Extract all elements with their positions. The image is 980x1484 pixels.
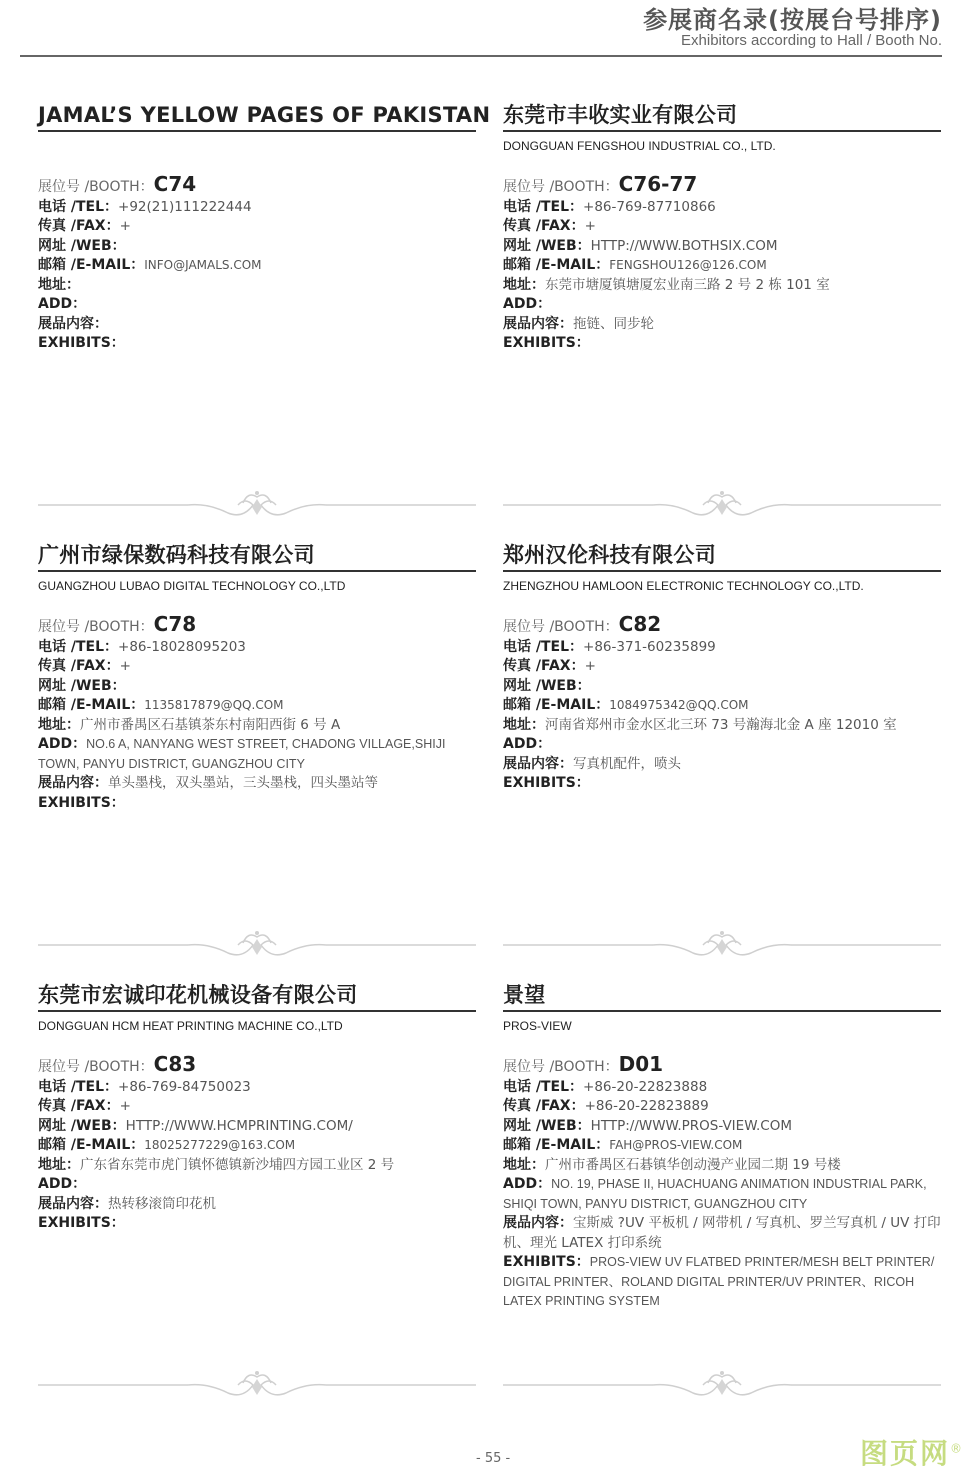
field-value: 单头墨栈，双头墨站，三头墨栈，四头墨站等 <box>108 775 378 791</box>
field-email <box>38 696 476 716</box>
field-label: 网址 /WEB： <box>503 677 591 694</box>
company-name: 广州市绿保数码科技有限公司 <box>38 543 315 567</box>
field-label: 电话 /TEL： <box>38 1078 119 1095</box>
field-value: +86-371-60235899 <box>583 638 716 655</box>
field-value: + <box>584 218 596 234</box>
field-tel <box>503 1078 941 1098</box>
field-value: + <box>119 658 131 674</box>
field-label: EXHIBITS： <box>38 794 125 811</box>
field-exhibits-cn <box>503 755 941 775</box>
field-value: + <box>119 218 131 234</box>
field-label: 传真 /FAX： <box>38 1098 120 1114</box>
field-exhibits-en <box>38 794 476 814</box>
ornament-divider-icon <box>38 1365 476 1405</box>
field-label: 展位号 /BOOTH： <box>503 619 619 635</box>
field-label: 展位号 /BOOTH： <box>38 1059 154 1075</box>
field-value: NO. 19, PHASE II, HUACHUANG ANIMATION INDUSTRIAL PARK, SHIQI TOWN, PANYU DISTRICT, GUANGZHOU CITY <box>503 1177 927 1211</box>
field-label: 地址： <box>38 1156 80 1173</box>
field-label: EXHIBITS： <box>503 1254 590 1270</box>
field-fax <box>38 1097 476 1117</box>
field-value: +86-20-22823889 <box>584 1098 709 1114</box>
field-booth <box>503 172 941 198</box>
company-name: 东莞市宏诚印花机械设备有限公司 <box>38 983 358 1007</box>
field-value: C74 <box>153 172 197 196</box>
field-exhibits-cn <box>38 1195 476 1215</box>
field-value: C82 <box>618 612 662 636</box>
field-web <box>503 1117 941 1137</box>
field-addr-cn <box>38 716 476 736</box>
field-email <box>503 696 941 716</box>
field-label: 展位号 /BOOTH： <box>38 179 154 195</box>
exhibitor-card <box>38 980 476 1234</box>
field-label: 展位号 /BOOTH： <box>503 1059 619 1075</box>
field-addr-cn <box>503 276 941 296</box>
field-value[interactable]: INFO@JAMALS.COM <box>144 258 262 272</box>
field-exhibits-en <box>38 1214 476 1234</box>
title-underline <box>503 1010 941 1012</box>
field-label: ADD： <box>503 1176 552 1192</box>
field-value: 写真机配件，喷头 <box>573 755 681 772</box>
field-label: 地址： <box>503 276 545 293</box>
field-email <box>38 256 476 276</box>
field-addr-cn <box>38 276 476 296</box>
field-web <box>38 1117 476 1137</box>
field-value: 广州市番禺区石基镇茶东村南阳西街 6 号 A <box>80 716 341 733</box>
field-fax <box>38 657 476 677</box>
exhibitor-card <box>503 100 941 354</box>
field-label: 传真 /FAX： <box>503 658 585 674</box>
field-label: 地址： <box>38 276 80 293</box>
field-value[interactable]: FENGSHOU126@126.COM <box>609 258 767 272</box>
field-label: 传真 /FAX： <box>503 1098 585 1114</box>
field-label: 地址： <box>38 716 80 733</box>
field-addr-cn <box>503 716 941 736</box>
field-tel <box>38 198 476 218</box>
exhibitor-card <box>503 980 941 1312</box>
field-exhibits-en <box>503 774 941 794</box>
field-label: 电话 /TEL： <box>503 638 584 655</box>
field-label: EXHIBITS： <box>503 775 590 791</box>
field-booth <box>503 612 941 638</box>
ornament-divider-icon <box>503 1365 941 1405</box>
field-fax <box>38 217 476 237</box>
title-underline <box>38 570 476 572</box>
field-value: C76-77 <box>618 172 698 196</box>
field-label: 传真 /FAX： <box>503 218 585 234</box>
field-label: 邮箱 /E-MAIL： <box>503 697 610 713</box>
field-value: C78 <box>153 612 197 636</box>
title-underline <box>38 1010 476 1012</box>
field-fax <box>503 657 941 677</box>
field-label: ADD： <box>503 736 552 752</box>
field-value[interactable]: HTTP://WWW.PROS-VIEW.COM <box>590 1117 792 1134</box>
field-tel <box>503 198 941 218</box>
field-value: PROS-VIEW UV FLATBED PRINTER/MESH BELT PRINTER/ DIGITAL PRINTER、ROLAND DIGITAL PRINTER/UV PRINTER、RICOH LATEX PRINTING SYSTEM <box>503 1255 935 1308</box>
field-label: 电话 /TEL： <box>38 638 119 655</box>
field-label: 展品内容： <box>503 1215 573 1231</box>
field-value: 东莞市塘厦镇塘厦宏业南三路 2 号 2 栋 101 室 <box>545 276 830 293</box>
company-name-en <box>38 138 476 154</box>
field-tel <box>503 638 941 658</box>
field-fax <box>503 217 941 237</box>
company-name-en: GUANGZHOU LUBAO DIGITAL TECHNOLOGY CO.,LTD <box>38 579 346 593</box>
title-underline <box>503 130 941 132</box>
company-name-en: DONGGUAN HCM HEAT PRINTING MACHINE CO.,LTD <box>38 1019 343 1033</box>
exhibitor-card <box>38 100 491 354</box>
header-title-en: Exhibitors according to Hall / Booth No. <box>681 32 942 49</box>
company-name-en: PROS-VIEW <box>503 1019 572 1033</box>
ornament-divider-icon <box>38 925 476 965</box>
field-label: 电话 /TEL： <box>38 198 119 215</box>
field-email <box>38 1136 476 1156</box>
field-label: 邮箱 /E-MAIL： <box>38 257 145 273</box>
field-value: NO.6 A, NANYANG WEST STREET, CHADONG VILLAGE,SHIJI TOWN, PANYU DISTRICT, GUANGZHOU CITY <box>38 737 446 771</box>
field-exhibits-en <box>503 1253 941 1312</box>
field-label: 展位号 /BOOTH： <box>503 179 619 195</box>
field-value: +92(21)111222444 <box>118 198 252 215</box>
field-addr-cn <box>38 1156 476 1176</box>
field-booth <box>503 1052 941 1078</box>
field-value[interactable]: HTTP://WWW.BOTHSIX.COM <box>590 237 778 254</box>
field-value: 河南省郑州市金水区北三环 73 号瀚海北金 A 座 12010 室 <box>545 716 897 733</box>
ornament-divider-icon <box>38 485 476 525</box>
field-label: 邮箱 /E-MAIL： <box>38 697 145 713</box>
header-title-cn: 参展商名录(按展台号排序) <box>643 6 942 34</box>
field-web <box>38 237 476 257</box>
company-name: 景望 <box>503 983 546 1007</box>
header-divider <box>20 55 942 57</box>
field-value: 热转移滚筒印花机 <box>108 1195 216 1212</box>
field-label: 邮箱 /E-MAIL： <box>503 1137 610 1153</box>
field-tel <box>38 638 476 658</box>
company-name-en: ZHENGZHOU HAMLOON ELECTRONIC TECHNOLOGY CO.,LTD. <box>503 579 864 593</box>
field-exhibits-cn <box>38 774 476 794</box>
field-label: EXHIBITS： <box>503 335 590 351</box>
field-label: 邮箱 /E-MAIL： <box>38 1137 145 1153</box>
field-label: 展品内容： <box>38 315 108 332</box>
field-add-en <box>503 1175 941 1214</box>
field-value: 广州市番禺区石碁镇华创动漫产业园二期 19 号楼 <box>545 1156 841 1173</box>
field-label: EXHIBITS： <box>38 1215 125 1231</box>
field-add-en <box>503 295 941 315</box>
field-label: 电话 /TEL： <box>503 198 584 215</box>
field-fax <box>503 1097 941 1117</box>
field-tel <box>38 1078 476 1098</box>
field-value: D01 <box>618 1052 664 1076</box>
field-value: +86-18028095203 <box>118 638 246 655</box>
field-label: ADD： <box>38 736 87 752</box>
field-value: +86-769-87710866 <box>583 198 716 215</box>
field-value[interactable]: FAH@PROS-VIEW.COM <box>609 1138 743 1152</box>
title-underline <box>503 570 941 572</box>
company-name: 郑州汉伦科技有限公司 <box>503 543 716 567</box>
field-value[interactable]: 1135817879@QQ.COM <box>144 698 284 712</box>
field-label: 展品内容： <box>38 1195 108 1212</box>
field-booth <box>38 172 476 198</box>
field-label: 网址 /WEB： <box>38 1117 126 1134</box>
field-label: 电话 /TEL： <box>503 1078 584 1095</box>
field-booth <box>38 1052 476 1078</box>
field-label: 网址 /WEB： <box>503 1117 591 1134</box>
field-label: 展品内容： <box>503 315 573 332</box>
field-exhibits-cn <box>503 1214 941 1253</box>
registered-mark: ® <box>950 1441 965 1456</box>
field-label: 展位号 /BOOTH： <box>38 619 154 635</box>
field-value: + <box>584 658 596 674</box>
field-exhibits-cn <box>503 315 941 335</box>
watermark-logo <box>860 1432 964 1472</box>
company-name: JAMAL’S YELLOW PAGES OF PAKISTAN <box>38 103 491 127</box>
field-email <box>503 1136 941 1156</box>
field-label: EXHIBITS： <box>38 335 125 351</box>
field-add-en <box>38 1175 476 1195</box>
field-booth <box>38 612 476 638</box>
watermark-text: 图页网 <box>860 1437 951 1470</box>
field-value[interactable]: HTTP://WWW.HCMPRINTING.COM/ <box>125 1117 353 1134</box>
field-label: 展品内容： <box>38 775 108 791</box>
exhibitor-card <box>503 540 941 794</box>
page-number: - 55 - <box>476 1451 511 1466</box>
field-addr-cn <box>503 1156 941 1176</box>
title-underline <box>38 130 476 132</box>
field-label: 传真 /FAX： <box>38 658 120 674</box>
field-label: 地址： <box>503 1156 545 1173</box>
ornament-divider-icon <box>503 485 941 525</box>
field-label: 网址 /WEB： <box>38 237 126 254</box>
field-label: 传真 /FAX： <box>38 218 120 234</box>
field-web <box>38 677 476 697</box>
field-label: 地址： <box>503 716 545 733</box>
field-value: + <box>119 1098 131 1114</box>
field-add-en <box>38 735 476 774</box>
field-web <box>503 237 941 257</box>
company-name-en: DONGGUAN FENGSHOU INDUSTRIAL CO., LTD. <box>503 139 776 153</box>
field-value: 拖链、同步轮 <box>573 315 654 332</box>
field-exhibits-en <box>38 334 476 354</box>
field-label: ADD： <box>503 296 552 312</box>
field-label: 网址 /WEB： <box>503 237 591 254</box>
field-value[interactable]: 1084975342@QQ.COM <box>609 698 749 712</box>
field-label: 邮箱 /E-MAIL： <box>503 257 610 273</box>
field-add-en <box>38 295 476 315</box>
exhibitor-card <box>38 540 476 813</box>
field-value: +86-769-84750023 <box>118 1078 251 1095</box>
field-value[interactable]: 18025277229@163.COM <box>144 1138 296 1152</box>
field-label: ADD： <box>38 296 87 312</box>
field-label: ADD： <box>38 1176 87 1192</box>
field-email <box>503 256 941 276</box>
field-value: 广东省东莞市虎门镇怀德镇新沙埔四方园工业区 2 号 <box>80 1156 395 1173</box>
field-exhibits-cn <box>38 315 476 335</box>
company-name: 东莞市丰收实业有限公司 <box>503 103 738 127</box>
field-label: 展品内容： <box>503 755 573 772</box>
field-value: +86-20-22823888 <box>583 1078 708 1095</box>
field-value: C83 <box>153 1052 197 1076</box>
field-value: 宝斯威 ?UV 平板机 / 网带机 / 写真机、罗兰写真机 / UV 打印机、理光 LATEX 打印系统 <box>503 1215 941 1251</box>
field-exhibits-en <box>503 334 941 354</box>
field-label: 网址 /WEB： <box>38 677 126 694</box>
field-web <box>503 677 941 697</box>
field-add-en <box>503 735 941 755</box>
ornament-divider-icon <box>503 925 941 965</box>
